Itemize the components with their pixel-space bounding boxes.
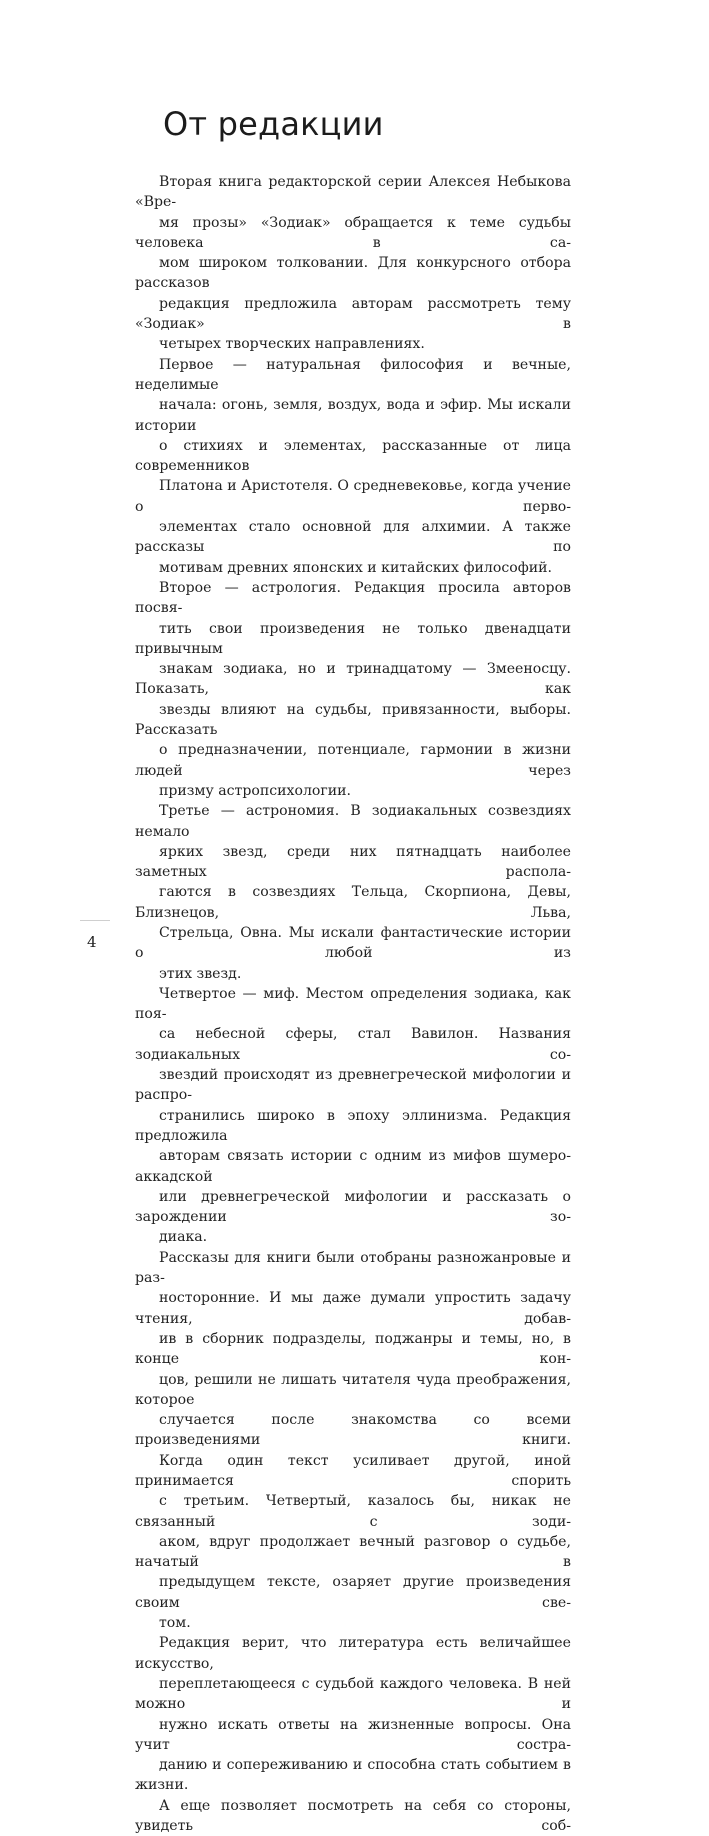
paragraph-6 xyxy=(135,1248,571,1634)
paragraph-1 xyxy=(135,172,571,355)
text-line: о предназначении, потенциале, гармонии в жизни людей через xyxy=(135,742,571,779)
text-line: знакам зодиака, но и тринадцатому — Змееносцу. Показать, как xyxy=(135,661,571,698)
text-line: са небесной сферы, стал Вавилон. Названия зодиакальных со- xyxy=(135,1026,571,1063)
text-line: звездий происходят из древнегреческой мифологии и распро- xyxy=(135,1067,571,1104)
text-line: Редакция верит, что литература есть величайшее искусство, xyxy=(135,1635,571,1672)
text-line: А еще позволяет посмотреть на себя со стороны, увидеть соб- xyxy=(135,1797,571,1835)
paragraph-3 xyxy=(135,578,571,801)
text-line: данию и сопереживанию и способна стать событием в жизни. xyxy=(135,1757,571,1794)
text-line: тить свои произведения не только двенадцати привычным xyxy=(135,620,571,657)
text-line: предыдущем тексте, озаряет другие произведения своим све- xyxy=(135,1574,571,1611)
text-line: начала: огонь, земля, воздух, вода и эфир. Мы искали истории xyxy=(135,397,571,434)
text-line: носторонние. И мы даже думали упростить задачу чтения, добав- xyxy=(135,1290,571,1327)
text-line: или древнегреческой мифологии и рассказать о зарождении зо- xyxy=(135,1188,571,1226)
text-line: этих звезд. xyxy=(159,965,242,982)
text-line: авторам связать истории с одним из мифов шумеро-аккадской xyxy=(135,1148,571,1185)
text-line: звезды влияют на судьбы, привязанности, выборы. Рассказать xyxy=(135,701,571,739)
text-line: Платона и Аристотеля. О средневековье, когда учение о перво- xyxy=(135,478,571,515)
text-line: Третье — астрономия. В зодиакальных созвездиях немало xyxy=(135,803,571,840)
text-line: четырех творческих направлениях. xyxy=(159,336,425,353)
paragraph-5 xyxy=(135,984,571,1248)
text-line: Рассказы для книги были отобраны разножанровые и раз- xyxy=(135,1249,571,1287)
page-number: 4 xyxy=(87,933,97,951)
paragraph-4 xyxy=(135,801,571,984)
text-line: случается после знакомства со всеми произведениями книги. xyxy=(135,1412,571,1449)
text-line: странились широко в эпоху эллинизма. Редакция предложила xyxy=(135,1107,571,1144)
text-line: том. xyxy=(159,1615,191,1632)
text-line: диака. xyxy=(159,1229,208,1246)
body-text xyxy=(135,172,571,1836)
text-line: мом широком толковании. Для конкурсного отбора рассказов xyxy=(135,255,571,292)
text-line: гаются в созвездиях Тельца, Скорпиона, Девы, Близнецов, Льва, xyxy=(135,884,571,921)
text-line: Первое — натуральная философия и вечные, неделимые xyxy=(135,356,571,393)
text-line: Вторая книга редакторской серии Алексея Небыкова «Вре- xyxy=(135,174,571,211)
text-line: Четвертое — миф. Местом определения зодиака, как поя- xyxy=(135,985,571,1023)
text-line: Когда один текст усиливает другой, иной принимается спорить xyxy=(135,1452,571,1489)
text-line: призму астропсихологии. xyxy=(159,782,352,799)
text-line: Стрельца, Овна. Мы искали фантастические истории о любой из xyxy=(135,924,571,962)
text-line: цов, решили не лишать читателя чуда преображения, которое xyxy=(135,1371,571,1408)
text-line: ив в сборник подразделы, поджанры и темы, но, в конце кон- xyxy=(135,1330,571,1368)
text-line: Второе — астрология. Редакция просила авторов посвя- xyxy=(135,579,571,617)
page-title: От редакции xyxy=(163,105,384,143)
paragraph-2 xyxy=(135,355,571,578)
text-line: элементах стало основной для алхимии. А также рассказы по xyxy=(135,519,571,556)
text-line: с третьим. Четвертый, казалось бы, никак не связанный с зоди- xyxy=(135,1493,571,1530)
text-line: аком, вдруг продолжает вечный разговор о судьбе, начатый в xyxy=(135,1533,571,1571)
text-line: редакция предложила авторам рассмотреть тему «Зодиак» в xyxy=(135,295,571,333)
footer-rule xyxy=(80,920,110,921)
text-line: переплетающееся с судьбой каждого человека. В ней можно и xyxy=(135,1675,571,1713)
text-line: мя прозы» «Зодиак» обращается к теме судьбы человека в са- xyxy=(135,214,571,251)
text-line: о стихиях и элементах, рассказанные от лица современников xyxy=(135,437,571,475)
paragraph-7 xyxy=(135,1633,571,1836)
text-line: ярких звезд, среди них пятнадцать наиболее заметных распола- xyxy=(135,843,571,881)
text-line: нужно искать ответы на жизненные вопросы. Она учит состра- xyxy=(135,1716,571,1753)
text-line: мотивам древних японских и китайских философий. xyxy=(159,559,553,576)
